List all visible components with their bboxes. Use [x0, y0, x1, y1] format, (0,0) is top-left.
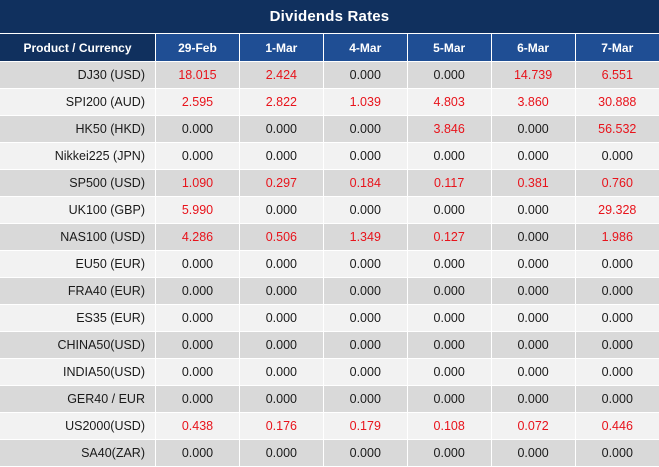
rate-cell: 29.328	[575, 197, 659, 224]
rate-cell: 0.000	[407, 278, 491, 305]
rate-cell: 0.000	[407, 251, 491, 278]
row-label: EU50 (EUR)	[0, 251, 156, 278]
table-row	[0, 332, 659, 359]
rate-cell: 0.000	[323, 386, 407, 413]
column-header-date[interactable]: 1-Mar	[239, 34, 323, 62]
rate-cell: 0.000	[407, 197, 491, 224]
row-label: UK100 (GBP)	[0, 197, 156, 224]
rate-cell: 0.000	[239, 386, 323, 413]
rate-cell: 0.000	[491, 251, 575, 278]
rate-cell: 0.184	[323, 170, 407, 197]
rate-cell: 0.000	[575, 305, 659, 332]
rate-cell: 4.286	[156, 224, 240, 251]
rate-cell: 14.739	[491, 62, 575, 89]
rate-cell: 0.000	[156, 305, 240, 332]
rate-cell: 1.986	[575, 224, 659, 251]
rate-cell: 0.000	[407, 332, 491, 359]
dividends-table	[0, 34, 659, 467]
rate-cell: 0.000	[575, 359, 659, 386]
rate-cell: 0.000	[407, 62, 491, 89]
table-row	[0, 89, 659, 116]
rate-cell: 0.000	[575, 143, 659, 170]
rate-cell: 5.990	[156, 197, 240, 224]
rate-cell: 3.846	[407, 116, 491, 143]
rate-cell: 0.000	[323, 143, 407, 170]
rate-cell: 0.000	[239, 332, 323, 359]
rate-cell: 0.000	[323, 359, 407, 386]
table-row	[0, 386, 659, 413]
rate-cell: 0.000	[491, 305, 575, 332]
rate-cell: 0.000	[323, 440, 407, 467]
rate-cell: 0.000	[239, 251, 323, 278]
rate-cell: 0.000	[156, 278, 240, 305]
rate-cell: 0.000	[407, 440, 491, 467]
column-header-date[interactable]: 7-Mar	[575, 34, 659, 62]
rate-cell: 4.803	[407, 89, 491, 116]
rate-cell: 0.000	[239, 359, 323, 386]
rate-cell: 0.000	[323, 332, 407, 359]
table-body	[0, 62, 659, 467]
row-label: DJ30 (USD)	[0, 62, 156, 89]
rate-cell: 0.000	[491, 143, 575, 170]
rate-cell: 6.551	[575, 62, 659, 89]
rate-cell: 2.424	[239, 62, 323, 89]
rate-cell: 0.381	[491, 170, 575, 197]
table-row	[0, 251, 659, 278]
row-label: US2000(USD)	[0, 413, 156, 440]
table-row	[0, 116, 659, 143]
rate-cell: 0.000	[575, 278, 659, 305]
table-row	[0, 170, 659, 197]
row-label: GER40 / EUR	[0, 386, 156, 413]
rate-cell: 0.000	[491, 440, 575, 467]
rate-cell: 0.000	[323, 251, 407, 278]
rate-cell: 0.438	[156, 413, 240, 440]
table-row	[0, 62, 659, 89]
rate-cell: 0.000	[156, 332, 240, 359]
rate-cell: 0.297	[239, 170, 323, 197]
rate-cell: 0.506	[239, 224, 323, 251]
rate-cell: 0.000	[156, 143, 240, 170]
rate-cell: 3.860	[491, 89, 575, 116]
rate-cell: 0.000	[407, 143, 491, 170]
rate-cell: 18.015	[156, 62, 240, 89]
table-row	[0, 197, 659, 224]
rate-cell: 0.000	[156, 116, 240, 143]
rate-cell: 0.000	[491, 332, 575, 359]
rate-cell: 0.000	[239, 440, 323, 467]
rate-cell: 0.000	[575, 440, 659, 467]
table-row	[0, 359, 659, 386]
rate-cell: 0.000	[239, 278, 323, 305]
rate-cell: 0.000	[239, 116, 323, 143]
rate-cell: 0.179	[323, 413, 407, 440]
rate-cell: 0.760	[575, 170, 659, 197]
rate-cell: 0.000	[239, 305, 323, 332]
rate-cell: 0.000	[323, 278, 407, 305]
row-label: HK50 (HKD)	[0, 116, 156, 143]
rate-cell: 0.000	[575, 251, 659, 278]
rate-cell: 56.532	[575, 116, 659, 143]
row-label: ES35 (EUR)	[0, 305, 156, 332]
page-title	[0, 0, 659, 34]
rate-cell: 0.000	[491, 278, 575, 305]
rate-cell: 0.000	[491, 359, 575, 386]
rate-cell: 0.000	[323, 305, 407, 332]
column-header-product[interactable]: Product / Currency	[0, 34, 156, 62]
row-label: SA40(ZAR)	[0, 440, 156, 467]
rate-cell: 30.888	[575, 89, 659, 116]
rate-cell: 0.072	[491, 413, 575, 440]
column-header-date[interactable]: 6-Mar	[491, 34, 575, 62]
row-label: SP500 (USD)	[0, 170, 156, 197]
table-row	[0, 278, 659, 305]
rate-cell: 0.446	[575, 413, 659, 440]
rate-cell: 1.039	[323, 89, 407, 116]
rate-cell: 0.000	[491, 197, 575, 224]
row-label: CHINA50(USD)	[0, 332, 156, 359]
rate-cell: 0.108	[407, 413, 491, 440]
row-label: NAS100 (USD)	[0, 224, 156, 251]
rate-cell: 0.000	[156, 440, 240, 467]
rate-cell: 2.595	[156, 89, 240, 116]
page-title-text: Dividends Rates	[269, 8, 390, 25]
row-label: SPI200 (AUD)	[0, 89, 156, 116]
rate-cell: 0.000	[323, 197, 407, 224]
rate-cell: 0.000	[491, 386, 575, 413]
rate-cell: 0.000	[491, 224, 575, 251]
row-label: INDIA50(USD)	[0, 359, 156, 386]
rate-cell: 0.000	[407, 305, 491, 332]
column-header-date[interactable]: 29-Feb	[156, 34, 240, 62]
rate-cell: 0.000	[156, 251, 240, 278]
rate-cell: 1.349	[323, 224, 407, 251]
column-header-date[interactable]: 4-Mar	[323, 34, 407, 62]
rate-cell: 0.000	[323, 62, 407, 89]
rate-cell: 0.176	[239, 413, 323, 440]
table-row	[0, 305, 659, 332]
rate-cell: 1.090	[156, 170, 240, 197]
rate-cell: 0.000	[239, 143, 323, 170]
column-header-date[interactable]: 5-Mar	[407, 34, 491, 62]
table-header	[0, 34, 659, 62]
rate-cell: 0.000	[575, 332, 659, 359]
rate-cell: 0.000	[575, 386, 659, 413]
table-row	[0, 440, 659, 467]
rate-cell: 0.127	[407, 224, 491, 251]
row-label: FRA40 (EUR)	[0, 278, 156, 305]
row-label: Nikkei225 (JPN)	[0, 143, 156, 170]
table-header-row	[0, 34, 659, 62]
rate-cell: 0.000	[491, 116, 575, 143]
rate-cell: 2.822	[239, 89, 323, 116]
rate-cell: 0.000	[156, 359, 240, 386]
rate-cell: 0.000	[407, 386, 491, 413]
rate-cell: 0.117	[407, 170, 491, 197]
rate-cell: 0.000	[239, 197, 323, 224]
table-row	[0, 143, 659, 170]
table-row	[0, 224, 659, 251]
rate-cell: 0.000	[323, 116, 407, 143]
rate-cell: 0.000	[156, 386, 240, 413]
rate-cell: 0.000	[407, 359, 491, 386]
table-row	[0, 413, 659, 440]
